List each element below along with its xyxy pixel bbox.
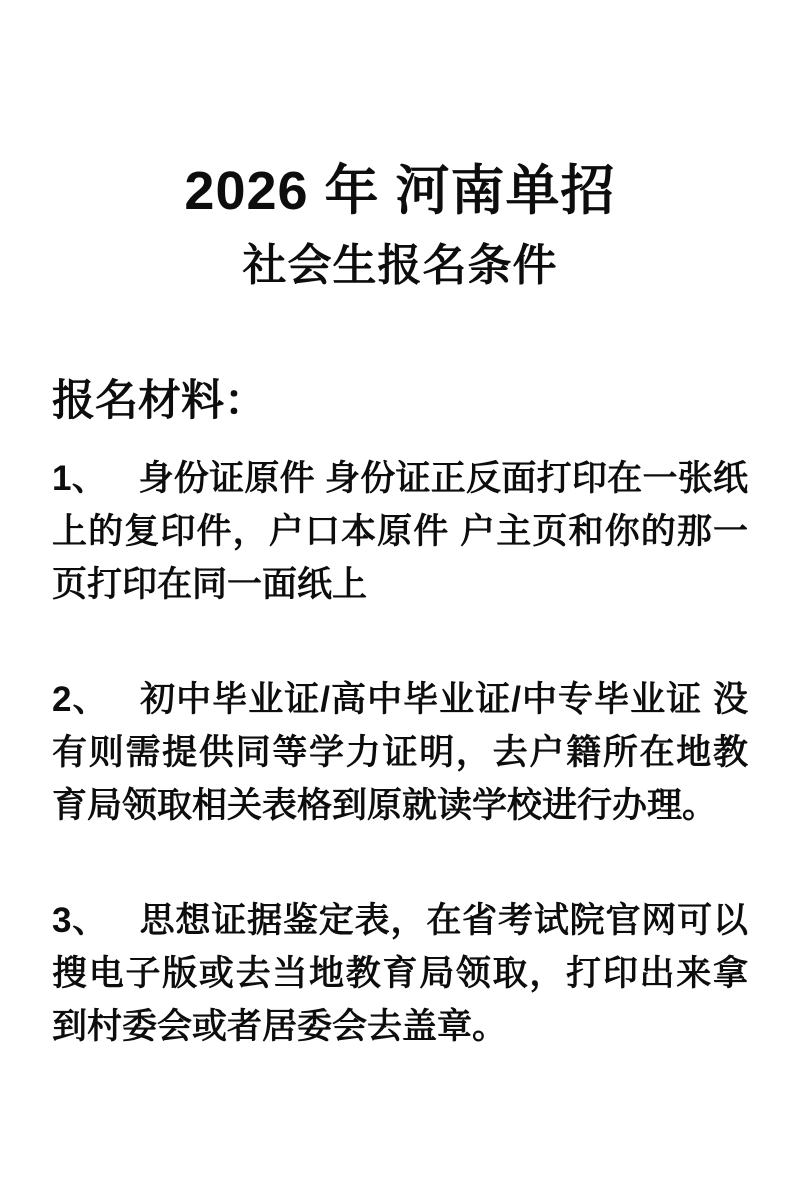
- list-item-text: 身份证原件 身份证正反面打印在一张纸上的复印件，户口本原件 户主页和你的那一页打印在同一面纸上: [52, 458, 748, 604]
- list-item-number: 3、: [52, 900, 109, 940]
- list-item-text: 思想证据鉴定表，在省考试院官网可以搜电子版或去当地教育局领取，打印出来拿到村委会或者居委会去盖章。: [52, 900, 748, 1046]
- poster-header: [52, 0, 748, 290]
- list-item-number: 2、: [52, 679, 109, 719]
- list-item-text: 初中毕业证/高中毕业证/中专毕业证 没有则需提供同等学力证明，去户籍所在地教育局领取相关表格到原就读学校进行办理。: [52, 679, 748, 825]
- page-subtitle: 社会生报名条件: [242, 241, 558, 291]
- list-item: [52, 894, 748, 1053]
- section-heading-materials: 报名材料：: [52, 377, 267, 426]
- list-item: [52, 673, 748, 832]
- page-title: 2026 年 河南单招: [184, 161, 616, 221]
- materials-list: [52, 452, 748, 1053]
- list-item: [52, 452, 748, 611]
- list-item-number: 1、: [52, 458, 108, 498]
